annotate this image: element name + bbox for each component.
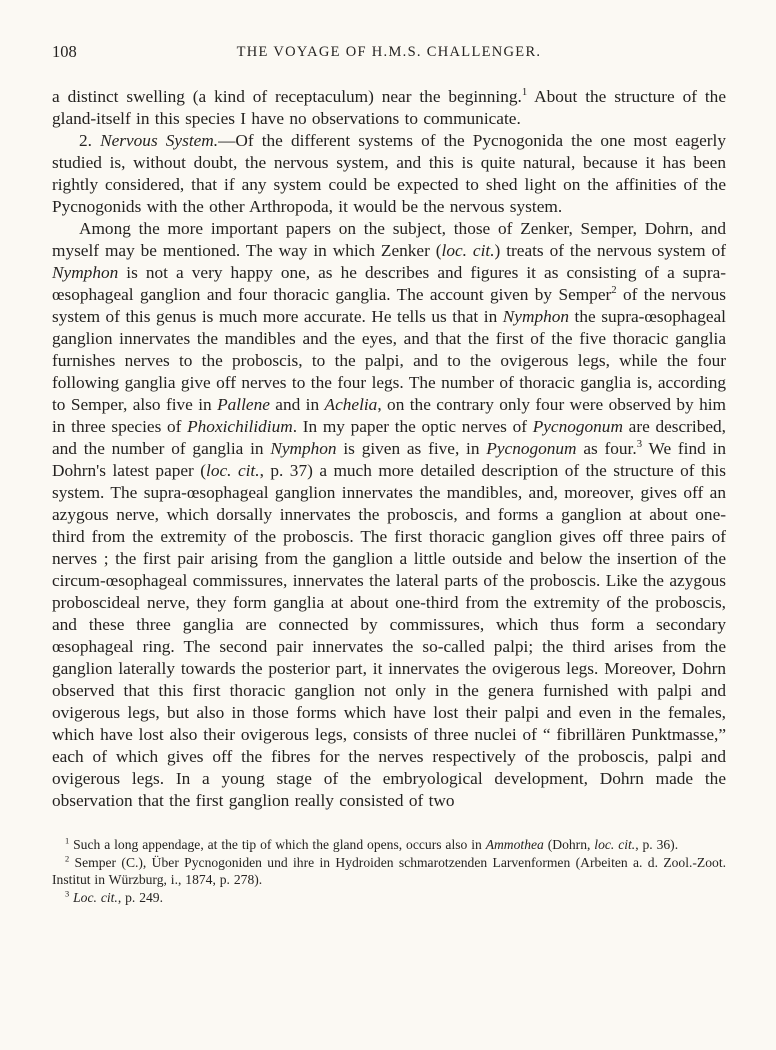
footnotes (52, 836, 726, 906)
footnote: $^3$ Loc. cit., p. 249. (65, 888, 163, 905)
body-text (52, 86, 726, 812)
footnote: $^2$ Semper (C.), Über Pycnogoniden und ihre in Hydroiden schmarotzenden Larvenformen (Arbeiten a. d. Zool.-Zoot. Institut in Würzburg, i., 1874, p. 278). (52, 853, 726, 888)
footnote: $^1$ Such a long appendage, at the tip of which the gland opens, occurs also in Ammothea (Dohrn, loc. cit., p. 36). (65, 835, 679, 852)
page-header (52, 42, 726, 64)
body-paragraph: a distinct swelling (a kind of receptaculum) near the beginning.$^1$ About the structure of the gland-itself in this species I have no observations to communicate. (52, 86, 726, 128)
body-paragraph: Among the more important papers on the subject, those of Zenker, Semper, Dohrn, and myself may be mentioned. The way in which Zenker (loc. cit.) treats of the nervous system of Nymphon is not a very happy one, as he describes and figures it as consisting of a supra-œsophageal ganglion and four thoracic ganglia. The account given by Semper$^2$ of the nervous system of this genus is much more accurate. He tells us that in Nymphon the supra-œsophageal ganglion innervates the mandibles and the eyes, and that the first of the five thoracic ganglia furnishes nerves to the proboscis, to the palpi, and to the ovigerous legs, while the four following ganglia give off nerves to the four legs. The number of thoracic ganglia is, according to Semper, also five in Pallene and in Achelia, on the contrary only four were observed by him in three species of Phoxichilidium. In my paper the optic nerves of Pycnogonum are described, and the number of ganglia in Nymphon is given as five, in Pycnogonum as four.$^3$ We find in Dohrn's latest paper (loc. cit., p. 37) a much more detailed description of the structure of this system. The supra-œsophageal ganglion innervates the mandibles, and, moreover, gives off an azygous nerve, which dorsally innervates the proboscis, and forms a ganglion at about one-third from the extremity of the proboscis. The first thoracic ganglion gives off three pairs of nerves ; the first pair arising from the ganglion a little outside and below the insertion of the circum-œsophageal commissures, innervates the lateral parts of the proboscis. Like the azygous proboscideal nerve, they form ganglia at about one-third from the extremity of the proboscis, and these three ganglia are connected by commissures, which thus form a secondary œsophageal ring. The second pair innervates the so-called palpi; the third arises from the ganglion laterally towards the posterior part, it innervates the ovigerous legs. Moreover, Dohrn observed that this first thoracic ganglion not only in the genera furnished with palpi and ovigerous legs, but also in those forms which have lost their palpi and even in the females, which have lost also their ovigerous legs, consists of three nuclei of “ fibrillären Punktmasse,” each of which gives off the fibres for the nerves respectively of the proboscis, palpi and ovigerous legs. In a young stage of the embryological development, Dohrn made the observation that the first ganglion really consisted of two (52, 219, 727, 810)
running-title: THE VOYAGE OF H.M.S. CHALLENGER. (236, 44, 542, 60)
body-paragraph: 2. Nervous System.—Of the different systems of the Pycnogonida the one most eagerly studied is, without doubt, the nervous system, and this is quite natural, because it has been rightly considered, that if any system could be expected to shed light on the affinities of the Pycnogonids with the other Arthropoda, it would be the nervous system. (52, 131, 727, 216)
page-number: 108 (52, 42, 77, 61)
